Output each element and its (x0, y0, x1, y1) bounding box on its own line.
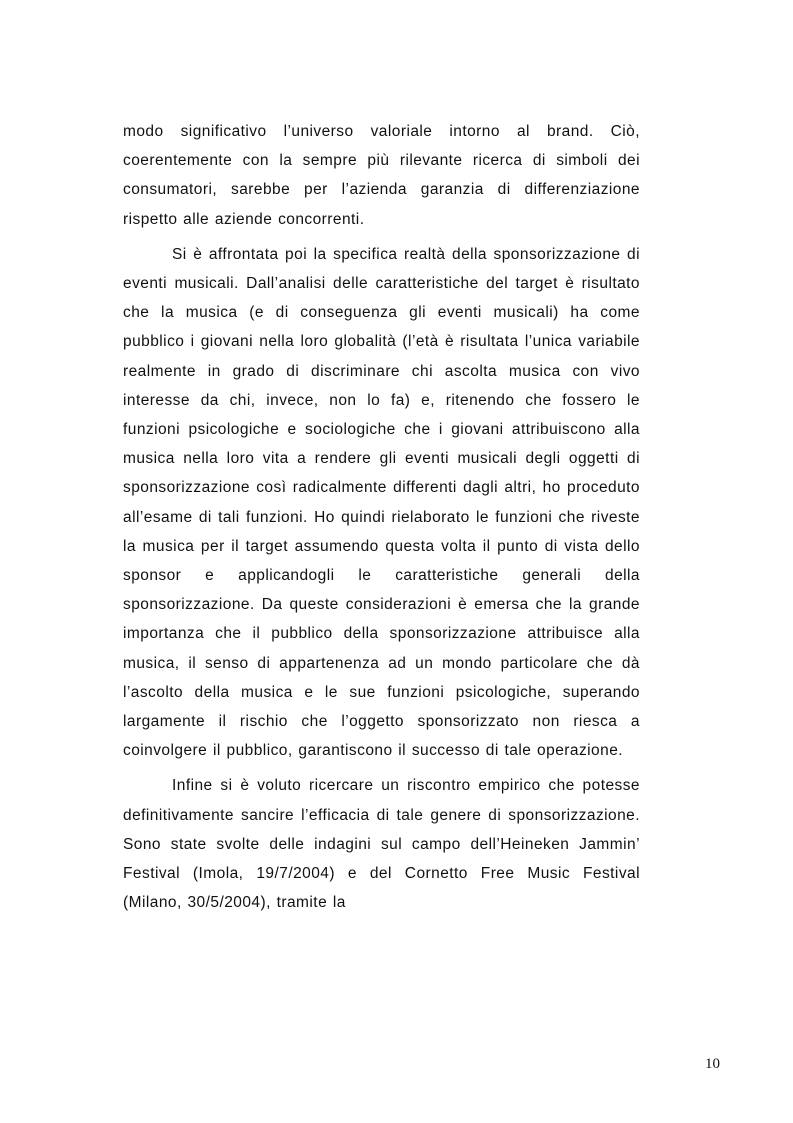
paragraph-music-sponsorship: Si è affrontata poi la specifica realtà della sponsorizzazione di eventi musicali. Dall’analisi delle caratteristiche del target è risultato che la musica (e di conseguenza gli eventi musicali) ha come pubblico i giovani nella loro globalità (l’età è risultata l’unica variabile realmente in grado di discriminare chi ascolta musica con vivo interesse da chi, invece, non lo fa) e, ritenendo che fossero le funzioni psicologiche e sociologiche che i giovani attribuiscono alla musica nella loro vita a rendere gli eventi musicali degli oggetti di sponsorizzazione così radicalmente differenti dagli altri, ho proceduto all’esame di tali funzioni. Ho quindi rielaborato le funzioni che riveste la musica per il target assumendo questa volta il punto di vista dello sponsor e applicandogli le caratteristiche generali della sponsorizzazione. Da queste considerazioni è emersa che la grande importanza che il pubblico della sponsorizzazione attribuisce alla musica, il senso di appartenenza ad un mondo particolare che dà l’ascolto della musica e le sue funzioni psicologiche, superando largamente il rischio che l’oggetto sponsorizzato non riesca a coinvolgere il pubblico, garantiscono il successo di tale operazione. (123, 245, 640, 760)
paragraph-empirical-research: Infine si è voluto ricercare un riscontro empirico che potesse definitivamente sancire l’efficacia di tale genere di sponsorizzazione. Sono state svolte delle indagini sul campo dell’Heineken Jammin’ Festival (Imola, 19/7/2004) e del Cornetto Free Music Festival (Milano, 30/5/2004), tramite la (123, 777, 640, 912)
paragraph-continuation: modo significativo l’universo valoriale intorno al brand. Ciò, coerentemente con la sempre più rilevante ricerca di simboli dei consumatori, sarebbe per l’azienda garanzia di differenziazione rispetto alle aziende concorrenti. (123, 123, 640, 228)
body-text (123, 117, 640, 923)
page-number: 10 (705, 1056, 720, 1072)
